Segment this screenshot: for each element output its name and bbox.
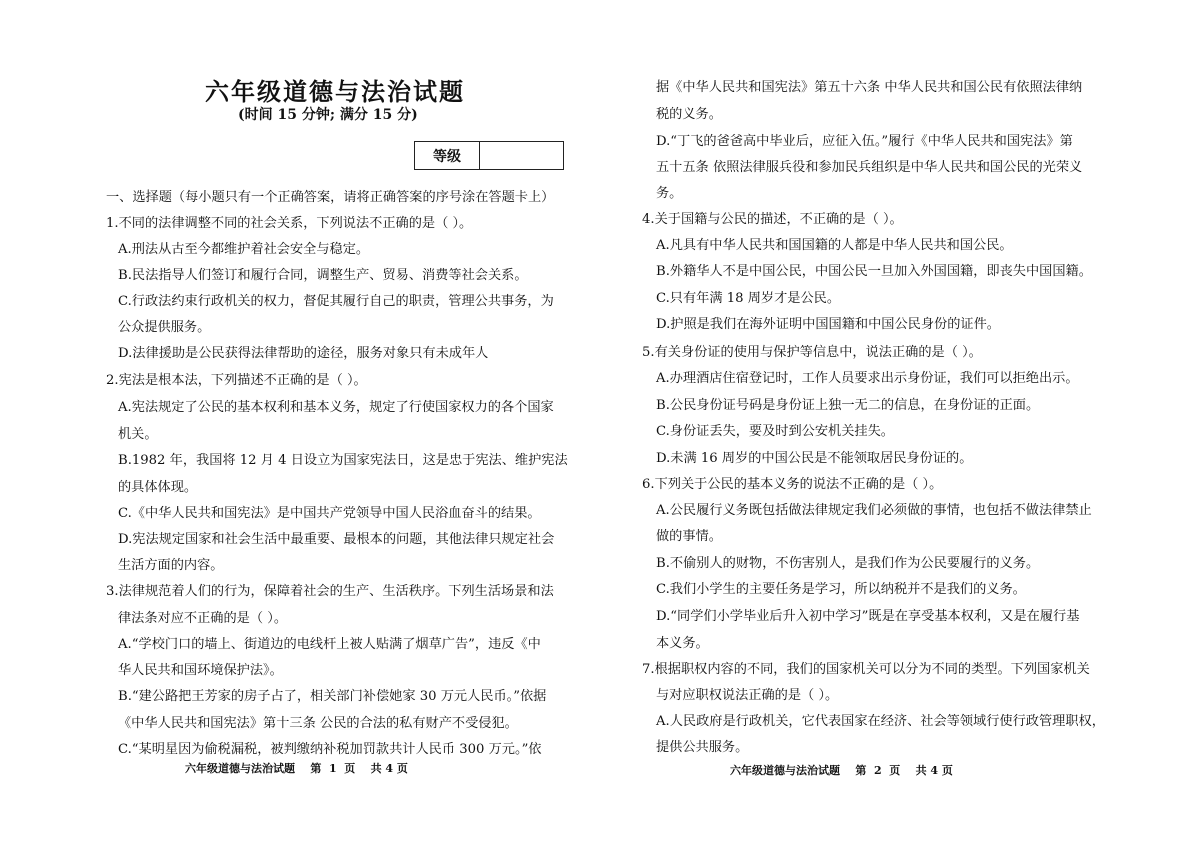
question-line: 1.不同的法律调整不同的社会关系，下列说法不正确的是（ ）。 [106,216,473,231]
question-line: 6.下列关于公民的基本义务的说法不正确的是（ ）。 [642,477,943,492]
question-line: 务。 [656,186,683,201]
exam-title: 六年级道德与法治试题 [205,77,465,106]
question-line: B.外籍华人不是中国公民，中国公民一旦加入外国国籍，即丧失中国国籍。 [656,264,1092,279]
grade-value-cell [480,142,563,169]
question-line: A.办理酒店住宿登记时，工作人员要求出示身份证，我们可以拒绝出示。 [656,371,1079,386]
question-line: 据《中华人民共和国宪法》第五十六条 中华人民共和国公民有依照法律纳 [656,80,1083,95]
grade-box [414,141,564,170]
question-line: C.行政法约束行政机关的权力，督促其履行自己的职责，管理公共事务，为 [118,294,554,309]
page-footer-left: 六年级道德与法治试题 第 1 页 共 4 页 [185,762,408,775]
question-line: B.民法指导人们签订和履行合同，调整生产、贸易、消费等社会关系。 [118,268,528,283]
question-line: 五十五条 依照法律服兵役和参加民兵组织是中华人民共和国公民的光荣义 [656,160,1083,175]
question-line: A.凡具有中华人民共和国国籍的人都是中华人民共和国公民。 [656,238,1013,253]
question-line: 律法条对应不正确的是（ ）。 [118,611,288,626]
question-line: D.未满 16 周岁的中国公民是不能领取居民身份证的。 [656,451,973,466]
question-line: 机关。 [118,427,158,442]
question-line: 华人民共和国环境保护法》。 [118,663,283,678]
question-line: A.公民履行义务既包括做法律规定我们必须做的事情，也包括不做法律禁止 [656,503,1092,518]
question-line: 5.有关身份证的使用与保护等信息中，说法正确的是（ ）。 [642,345,982,360]
question-line: 公众提供服务。 [118,320,211,335]
question-line: 提供公共服务。 [656,740,749,755]
question-line: D.护照是我们在海外证明中国国籍和中国公民身份的证件。 [656,317,1000,332]
question-line: B.不偷别人的财物，不伤害别人，是我们作为公民要履行的义务。 [656,556,1040,571]
question-line: A.“学校门口的墙上、街道边的电线杆上被人贴满了烟草广告”，违反《中 [118,637,541,652]
question-line: 一、选择题（每小题只有一个正确答案，请将正确答案的序号涂在答题卡上） [106,190,555,205]
right-page [600,0,1200,849]
question-line: A.宪法规定了公民的基本权利和基本义务，规定了行使国家权力的各个国家 [118,400,554,415]
exam-subtitle: (时间 15 分钟; 满分 15 分) [238,107,418,123]
question-line: 4.关于国籍与公民的描述，不正确的是（ ）。 [642,212,903,227]
question-line: B.1982 年，我国将 12 月 4 日设立为国家宪法日，这是忠于宪法、维护宪法 [118,453,568,468]
question-line: D.宪法规定国家和社会生活中最重要、最根本的问题，其他法律只规定社会 [118,532,555,547]
page-footer-right: 六年级道德与法治试题 第 2 页 共 4 页 [730,764,953,777]
question-line: 生活方面的内容。 [118,558,224,573]
question-line: 7.根据职权内容的不同，我们的国家机关可以分为不同的类型。下列国家机关 [642,662,1090,677]
question-line: 做的事情。 [656,529,722,544]
question-line: D.法律援助是公民获得法律帮助的途径，服务对象只有未成年人 [118,346,489,361]
question-line: D.“同学们小学毕业后升入初中学习”既是在享受基本权利，又是在履行基 [656,609,1080,624]
question-line: A.刑法从古至今都维护着社会安全与稳定。 [118,242,370,257]
question-line: B.“建公路把王芳家的房子占了，相关部门补偿她家 30 万元人民币。”依据 [118,689,547,704]
question-line: 3.法律规范着人们的行为，保障着社会的生产、生活秩序。下列生活场景和法 [106,584,554,599]
question-line: 《中华人民共和国宪法》第十三条 公民的合法的私有财产不受侵犯。 [118,716,518,731]
grade-label: 等级 [415,142,480,169]
question-line: 的具体体现。 [118,480,198,495]
question-line: C.只有年满 18 周岁才是公民。 [656,291,841,306]
question-line: A.人民政府是行政机关，它代表国家在经济、社会等领域行使行政管理职权， [656,714,1105,729]
question-line: C.我们小学生的主要任务是学习，所以纳税并不是我们的义务。 [656,582,1026,597]
question-line: 2.宪法是根本法，下列描述不正确的是（ ）。 [106,373,367,388]
question-line: B.公民身份证号码是身份证上独一无二的信息，在身份证的正面。 [656,398,1040,413]
question-line: 本义务。 [656,636,709,651]
question-line: D.“丁飞的爸爸高中毕业后，应征入伍。”履行《中华人民共和国宪法》第 [656,134,1073,149]
question-line: 税的义务。 [656,107,722,122]
question-line: C.“某明星因为偷税漏税，被判缴纳补税加罚款共计人民币 300 万元。”依 [118,742,542,757]
question-line: C.身份证丢失，要及时到公安机关挂失。 [656,424,894,439]
question-line: C.《中华人民共和国宪法》是中国共产党领导中国人民浴血奋斗的结果。 [118,506,541,521]
question-line: 与对应职权说法正确的是（ ）。 [656,688,839,703]
